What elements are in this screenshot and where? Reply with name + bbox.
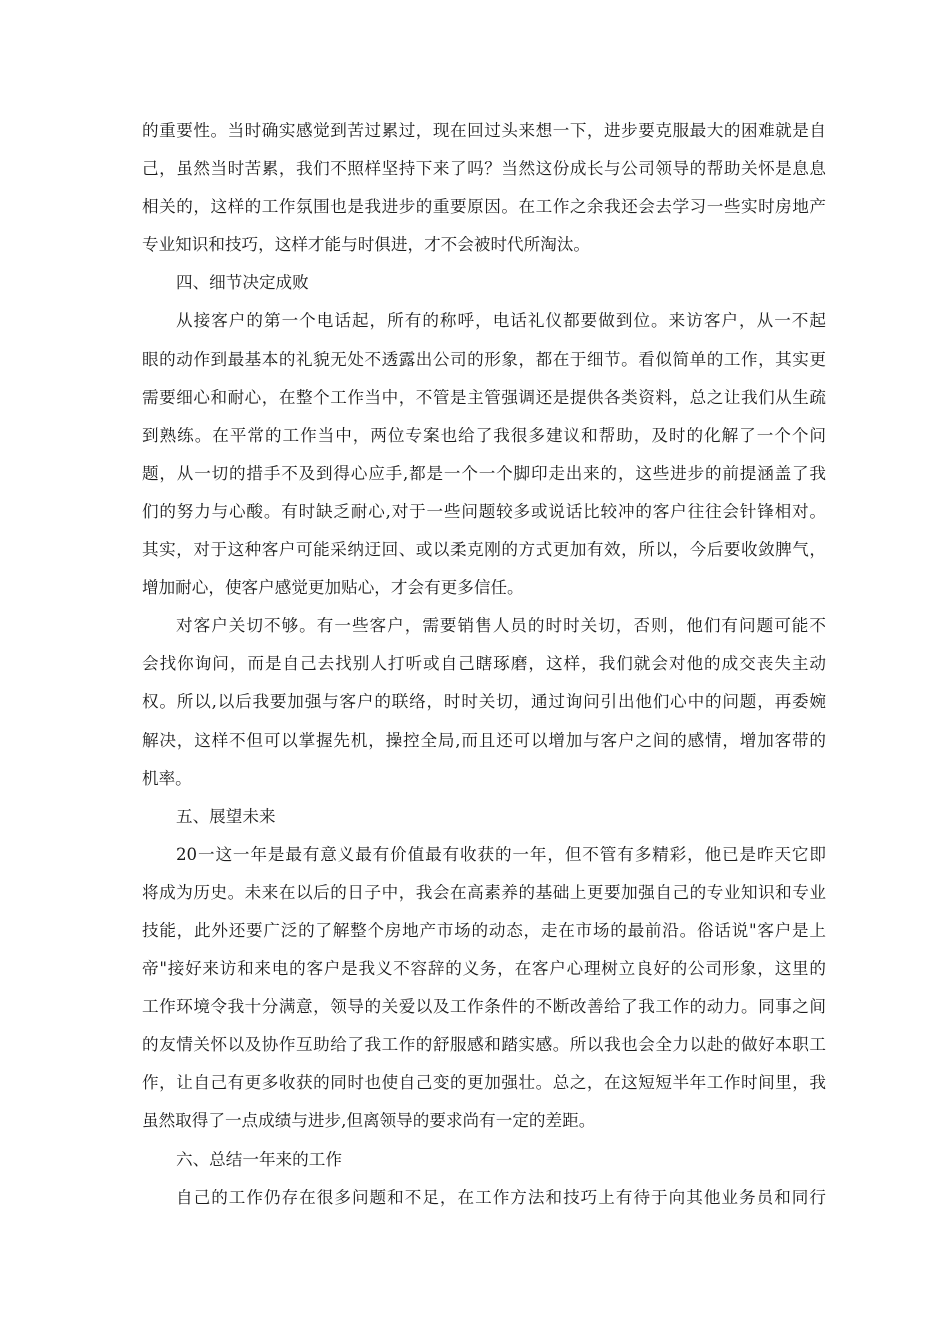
text-line: 的友情关怀以及协作互助给了我工作的舒服感和踏实感。所以我也会全力以赴的做好本职工 <box>142 1035 826 1055</box>
text-line: 机率。 <box>142 768 192 788</box>
text-line: 们的努力与心酸。有时缺乏耐心,对于一些问题较多或说话比较冲的客户往往会针锋相对。 <box>142 501 826 521</box>
text-line: 眼的动作到最基本的礼貌无处不透露出公司的形象，都在于细节。看似简单的工作，其实更 <box>142 349 826 369</box>
text-line: 作，让自己有更多收获的同时也使自己变的更加强壮。总之，在这短短半年工作时间里，我 <box>142 1073 826 1093</box>
text-line: 会找你询问，而是自己去找别人打听或自己瞎琢磨，这样，我们就会对他的成交丧失主动 <box>142 654 826 674</box>
text-line: 需要细心和耐心，在整个工作当中，不管是主管强调还是提供各类资料，总之让我们从生疏 <box>142 387 826 407</box>
text-line: 权。所以,以后我要加强与客户的联络，时时关切，通过询问引出他们心中的问题，再委婉 <box>142 692 826 712</box>
text-line: 20一这一年是最有意义最有价值最有收获的一年，但不管有多精彩，他已是昨天它即 <box>176 844 826 864</box>
text-line: 帝"接好来访和来电的客户是我义不容辞的义务，在客户心理树立良好的公司形象，这里的 <box>142 959 826 979</box>
text-line: 从接客户的第一个电话起，所有的称呼，电话礼仪都要做到位。来访客户，从一不起 <box>176 311 826 331</box>
text-line: 专业知识和技巧，这样才能与时俱进，才不会被时代所淘汰。 <box>142 235 591 255</box>
text-line: 题，从一切的措手不及到得心应手,都是一个一个脚印走出来的，这些进步的前提涵盖了我 <box>142 463 826 483</box>
text-line: 的重要性。当时确实感觉到苦过累过，现在回过头来想一下，进步要克服最大的困难就是自 <box>142 121 826 140</box>
text-line: 其实，对于这种客户可能采纳迂回、或以柔克刚的方式更加有效，所以，今后要收敛脾气， <box>142 540 826 560</box>
text-line: 将成为历史。未来在以后的日子中，我会在高素养的基础上更要加强自己的专业知识和专业 <box>142 882 826 902</box>
document-page <box>142 112 826 1217</box>
text-line: 增加耐心，使客户感觉更加贴心，才会有更多信任。 <box>142 578 524 598</box>
text-line: 工作环境令我十分满意，领导的关爱以及工作条件的不断改善给了我工作的动力。同事之间 <box>142 997 826 1017</box>
text-line: 对客户关切不够。有一些客户，需要销售人员的时时关切，否则，他们有问题可能不 <box>176 616 826 636</box>
text-line: 相关的，这样的工作氛围也是我进步的重要原因。在工作之余我还会去学习一些实时房地产 <box>142 197 826 217</box>
text-line: 自己的工作仍存在很多问题和不足，在工作方法和技巧上有待于向其他业务员和同行 <box>176 1187 826 1207</box>
section-heading: 六、总结一年来的工作 <box>176 1149 342 1169</box>
section-heading: 五、展望未来 <box>176 806 276 826</box>
section-heading: 四、细节决定成败 <box>176 273 309 293</box>
text-line: 解决，这样不但可以掌握先机，操控全局,而且还可以增加与客户之间的感情，增加客带的 <box>142 730 826 750</box>
text-line: 己，虽然当时苦累，我们不照样坚持下来了吗？当然这份成长与公司领导的帮助关怀是息息 <box>142 159 826 179</box>
text-line: 虽然取得了一点成绩与进步,但离领导的要求尚有一定的差距。 <box>142 1111 596 1131</box>
text-line: 到熟练。在平常的工作当中，两位专案也给了我很多建议和帮助，及时的化解了一个个问 <box>142 425 826 445</box>
text-line: 技能，此外还要广泛的了解整个房地产市场的动态，走在市场的最前沿。俗话说"客户是上 <box>142 920 826 940</box>
